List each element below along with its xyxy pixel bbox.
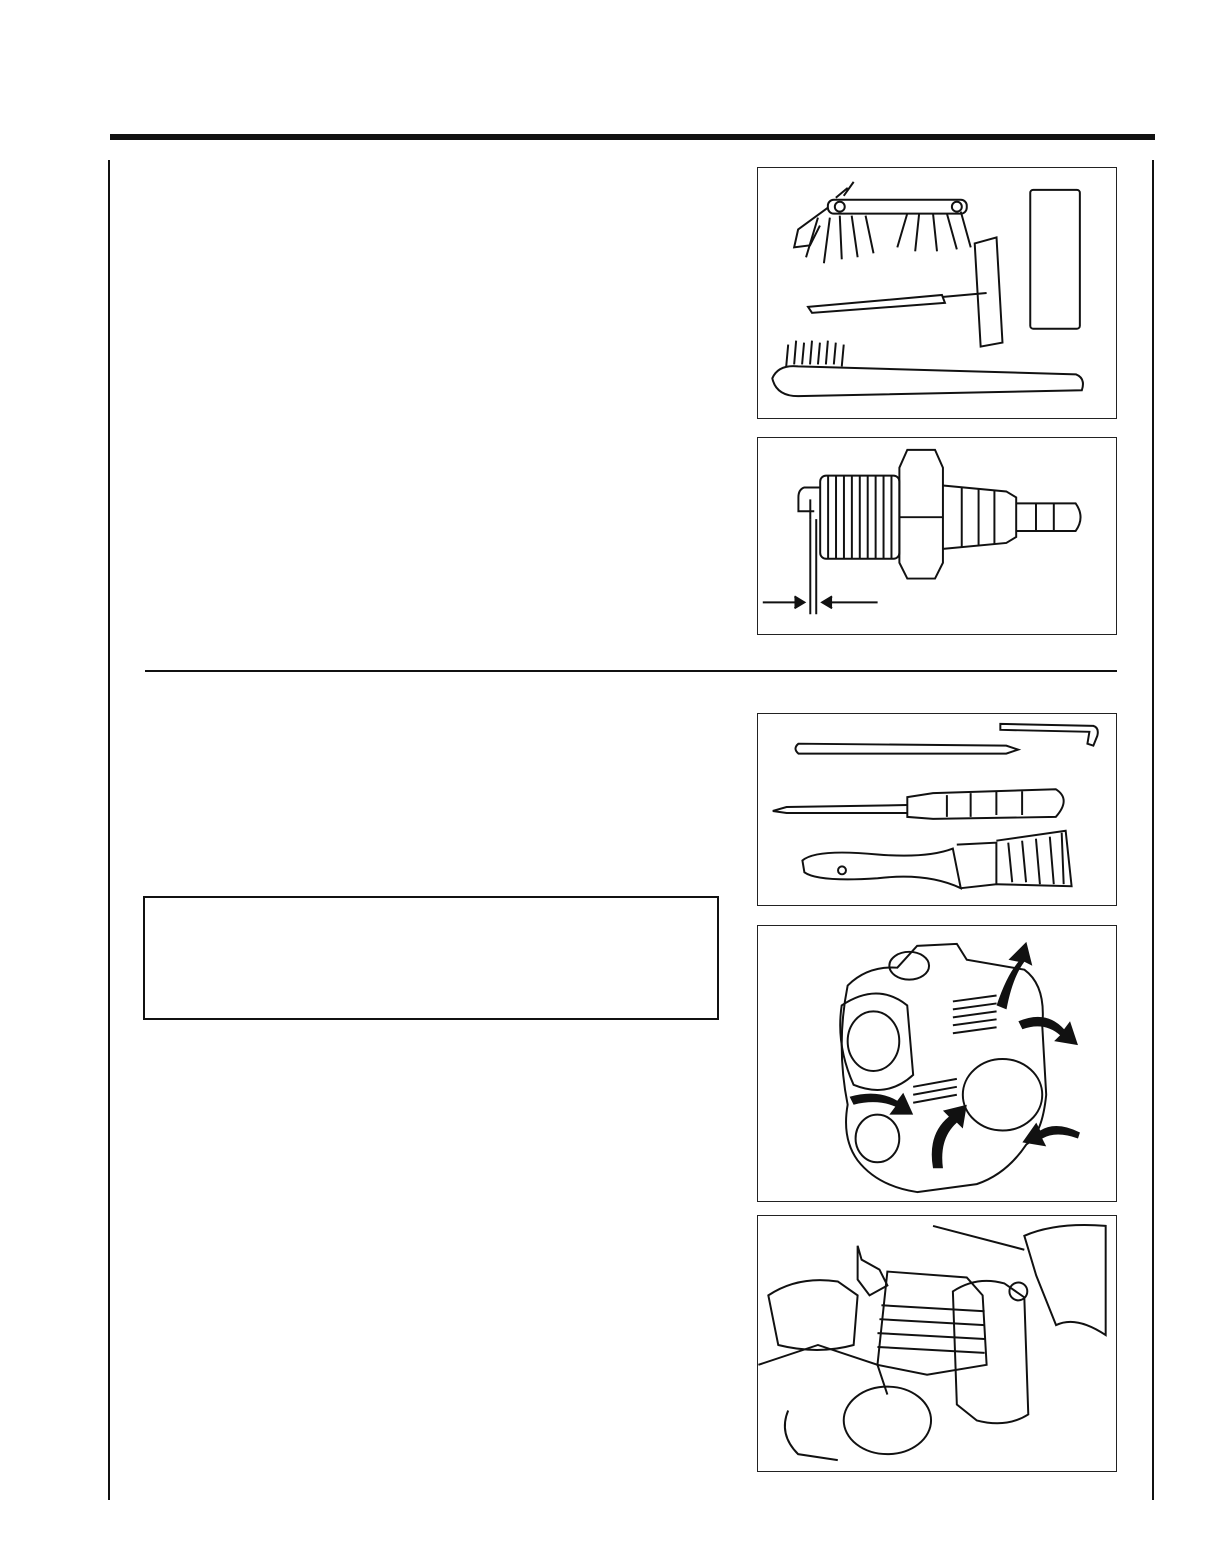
figure-spark-plug-tools [757, 167, 1117, 419]
engine-airflow-illustration [758, 926, 1116, 1201]
spark-plug-tools-illustration [758, 168, 1116, 418]
section-divider [145, 670, 1117, 672]
header-rule [110, 134, 1155, 140]
left-margin-line [108, 160, 110, 1500]
right-margin-line [1152, 160, 1154, 1500]
spark-plug-gap-illustration [758, 438, 1116, 634]
engine-muffler-illustration [758, 1216, 1116, 1471]
figure-engine-airflow [757, 925, 1117, 1202]
figure-air-filter-tools [757, 713, 1117, 906]
figure-spark-plug-gap [757, 437, 1117, 635]
air-filter-tools-illustration [758, 714, 1116, 905]
figure-engine-muffler [757, 1215, 1117, 1472]
notice-box [143, 896, 719, 1020]
